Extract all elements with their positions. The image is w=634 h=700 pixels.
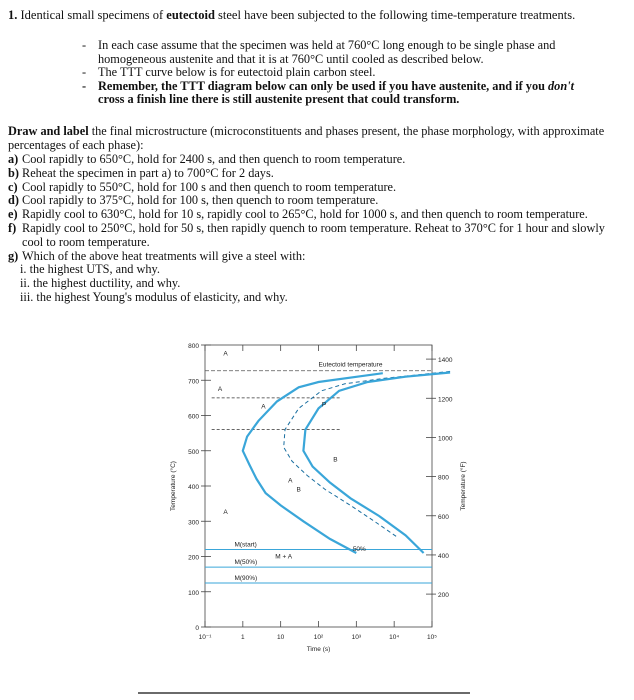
- part-text: Rapidly cool to 250°C, hold for 50 s, then rapidly quench to room temperature. Reheat to 370°C for 1 hour and slowly cool to room temperature.: [22, 220, 605, 249]
- y2-tick-label: 600: [438, 513, 449, 521]
- y2-tick-label: 800: [438, 474, 449, 482]
- x-tick-label: 10²: [313, 634, 324, 641]
- part-label: b): [8, 165, 19, 180]
- region-label: A: [261, 403, 266, 411]
- y-axis-label: Temperature (°C): [170, 461, 177, 511]
- part-text: Rapidly cool to 630°C, hold for 10 s, rapidly cool to 265°C, hold for 1000 s, and then quench to room temperature.: [22, 207, 588, 222]
- region-label: B: [333, 456, 338, 464]
- part-text: Cool rapidly to 375°C, hold for 100 s, then quench to room temperature.: [22, 193, 379, 208]
- subpart-item: i. the highest UTS, and why.: [20, 262, 160, 277]
- part-text: Cool rapidly to 550°C, hold for 100 s and then quench to room temperature.: [22, 179, 397, 194]
- region-label: M + A: [275, 553, 293, 561]
- ttt-curve-0: [243, 373, 383, 553]
- y2-tick-label: 200: [438, 592, 449, 600]
- part-text: Cool rapidly to 650°C, hold for 2400 s, and then quench to room temperature.: [22, 152, 406, 166]
- x-tick-label: 10⁴: [389, 634, 400, 641]
- remember-main: Remember, the TTT diagram below can only be used if you have austenite, and if you: [98, 78, 549, 93]
- region-label: P: [321, 401, 327, 409]
- part-label: a): [8, 152, 19, 166]
- x-tick-label: 10³: [351, 634, 362, 641]
- Mstart-label: M(start): [234, 541, 257, 549]
- part-label: d): [8, 193, 19, 208]
- y2-tick-label: 400: [438, 552, 449, 560]
- subpart-item: iii. the highest Young's modulus of elasticity, and why.: [20, 289, 288, 304]
- y-tick-label: 700: [188, 378, 199, 386]
- y-tick-label: 600: [188, 413, 199, 421]
- question-number: 1.: [8, 8, 18, 22]
- y2-tick-label: 1400: [438, 357, 453, 365]
- y-tick-label: 400: [188, 484, 199, 491]
- question-intro-post: steel have been subjected to the following time-temperature treatments.: [214, 8, 576, 22]
- remember-italic: don't: [548, 78, 574, 93]
- part-text: Reheat the specimen in part a) to 700°C for 2 days.: [22, 165, 274, 180]
- x-tick-label: 10: [277, 634, 285, 641]
- remember-tail: cross a finish line there is still austenite present that could transform.: [98, 92, 460, 107]
- y-tick-label: 800: [188, 343, 199, 350]
- region-label: 50%: [352, 546, 366, 554]
- bullet-item: - In each case assume that the specimen was held at 760°C long enough to be single phase and homogeneous austenite and that it is at 760°C until cooled as described below.: [82, 39, 592, 66]
- y2-tick-label: 1200: [438, 396, 453, 404]
- M50-label: M(50%): [234, 559, 258, 567]
- M90-label: M(90%): [234, 574, 258, 582]
- y-tick-label: 100: [188, 589, 199, 597]
- bullet-item: - The TTT curve below is for eutectoid plain carbon steel.: [82, 66, 592, 80]
- part-label: f): [8, 220, 17, 235]
- subpart-item: ii. the highest ductility, and why.: [20, 276, 181, 291]
- y2-axis-label: Temperature (°F): [460, 461, 467, 511]
- eutectoid-label: Eutectoid temperature: [318, 361, 383, 369]
- region-label: A: [217, 385, 223, 393]
- region-label: A: [223, 509, 228, 517]
- x-tick-label: 1: [241, 634, 245, 641]
- region-label: A: [288, 477, 293, 485]
- plot-frame: [205, 345, 432, 627]
- region-label: B: [296, 486, 301, 494]
- task-bold: Draw and label: [8, 124, 89, 138]
- x-axis-label: Time (s): [306, 646, 331, 653]
- x-tick-label: 10⁵: [427, 634, 437, 641]
- y2-tick-label: 1000: [438, 435, 453, 443]
- question-intro-bold: eutectoid: [166, 8, 215, 22]
- ttt-curve-1: [284, 371, 450, 537]
- y-tick-label: 0: [195, 625, 199, 632]
- x-tick-label: 10⁻¹: [198, 634, 212, 641]
- part-text: Which of the above heat treatments will give a steel with:: [22, 248, 306, 263]
- y-tick-label: 500: [188, 448, 199, 456]
- region-label: A: [223, 350, 228, 358]
- part-label: e): [8, 207, 18, 222]
- part-label: c): [8, 179, 18, 194]
- part-label: g): [8, 248, 19, 263]
- question-intro-pre: Identical small specimens of: [20, 8, 167, 22]
- y-tick-label: 300: [188, 519, 199, 527]
- y-tick-label: 200: [188, 554, 199, 562]
- ttt-curve-2: [303, 373, 450, 554]
- task-rest: the final microstructure (microconstituents and phases present, the phase morphology, with approximate percentages of each phase):: [8, 124, 605, 152]
